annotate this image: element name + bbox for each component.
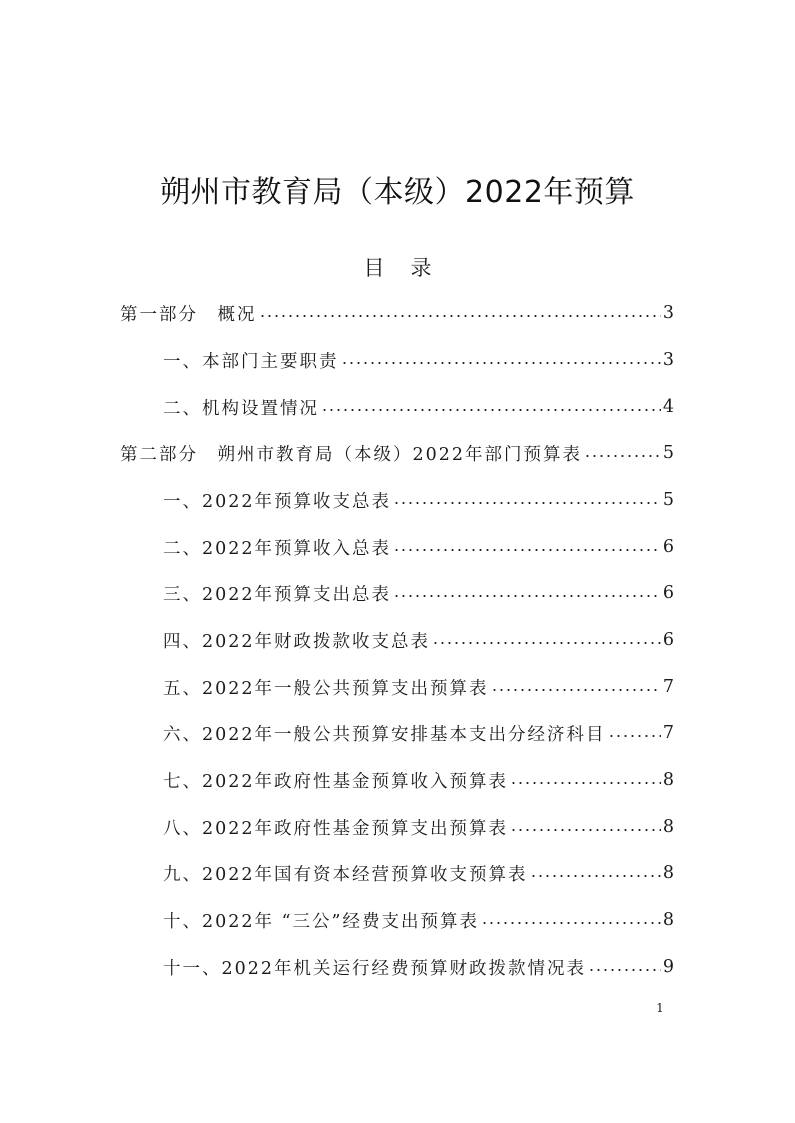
toc-leader-dots: [432, 642, 661, 644]
toc-leader-dots: [393, 502, 661, 504]
toc-entry-2-9[interactable]: [163, 858, 674, 888]
toc-heading: 目录: [363, 256, 458, 280]
toc-entry-label: 二、机构设置情况: [163, 398, 319, 419]
toc-entry-page: 6: [662, 630, 674, 650]
toc-entry-label: 七、2022年政府性基金预算收入预算表: [163, 771, 509, 792]
toc-entry-label: 第二部分 朔州市教育局（本级）2022年部门预算表: [120, 444, 583, 465]
toc-entry-1-1[interactable]: [163, 345, 674, 375]
toc-leader-dots: [259, 315, 661, 317]
toc-entry-page: 3: [662, 303, 674, 323]
toc-entry-label: 十一、2022年机关运行经费预算财政拨款情况表: [163, 958, 587, 979]
toc-leader-dots: [481, 922, 661, 924]
toc-entry-label: 第一部分 概况: [120, 304, 257, 325]
toc-leader-dots: [321, 409, 661, 411]
toc-entry-2-11[interactable]: [163, 952, 674, 982]
toc-leader-dots: [491, 689, 661, 691]
toc-entry-page: 7: [662, 677, 674, 697]
toc-entry-page: 5: [662, 443, 674, 463]
toc-entry-label: 五、2022年一般公共预算支出预算表: [163, 678, 489, 699]
toc-leader-dots: [588, 969, 661, 971]
toc-entry-label: 二、2022年预算收入总表: [163, 538, 392, 559]
toc-leader-dots: [510, 829, 661, 831]
toc-leader-dots: [510, 782, 661, 784]
toc-leader-dots: [393, 595, 661, 597]
toc-entry-2-3[interactable]: [163, 578, 674, 608]
toc-entry-label: 八、2022年政府性基金预算支出预算表: [163, 818, 509, 839]
toc-entry-part-1[interactable]: [120, 298, 674, 328]
toc-entry-page: 7: [662, 723, 674, 743]
toc-entry-2-7[interactable]: [163, 765, 674, 795]
toc-entry-2-1[interactable]: [163, 485, 674, 515]
toc-leader-dots: [341, 362, 661, 364]
toc-entry-page: 6: [662, 583, 674, 603]
toc-entry-page: 5: [662, 490, 674, 510]
toc-entry-2-6[interactable]: [163, 718, 674, 748]
toc-entry-page: 8: [662, 863, 674, 883]
toc-entry-2-4[interactable]: [163, 625, 674, 655]
toc-entry-2-5[interactable]: [163, 672, 674, 702]
toc-entry-page: 8: [662, 817, 674, 837]
toc-entry-label: 三、2022年预算支出总表: [163, 584, 392, 605]
toc-entry-label: 一、2022年预算收支总表: [163, 491, 392, 512]
toc-leader-dots: [393, 549, 661, 551]
toc-entry-label: 一、本部门主要职责: [163, 351, 339, 372]
toc-leader-dots: [608, 735, 661, 737]
toc-entry-1-2[interactable]: [163, 392, 674, 422]
toc-entry-label: 九、2022年国有资本经营预算收支预算表: [163, 864, 528, 885]
toc-entry-part-2[interactable]: [120, 438, 674, 468]
toc-entry-page: 8: [662, 910, 674, 930]
toc-entry-label: 六、2022年一般公共预算安排基本支出分经济科目: [163, 724, 606, 745]
toc-entry-page: 9: [662, 957, 674, 977]
toc-leader-dots: [584, 455, 661, 457]
document-title: 朔州市教育局（本级）2022年预算: [160, 175, 635, 210]
toc-entry-page: 4: [662, 397, 674, 417]
toc-entry-label: 十、2022年 “三公”经费支出预算表: [163, 911, 479, 932]
toc-entry-page: 8: [662, 770, 674, 790]
toc-entry-2-2[interactable]: [163, 532, 674, 562]
toc-leader-dots: [530, 875, 661, 877]
page-number: 1: [656, 1001, 664, 1015]
toc-entry-page: 3: [662, 350, 674, 370]
toc-entry-2-8[interactable]: [163, 812, 674, 842]
toc-entry-page: 6: [662, 537, 674, 557]
toc-entry-2-10[interactable]: [163, 905, 674, 935]
toc-entry-label: 四、2022年财政拨款收支总表: [163, 631, 431, 652]
